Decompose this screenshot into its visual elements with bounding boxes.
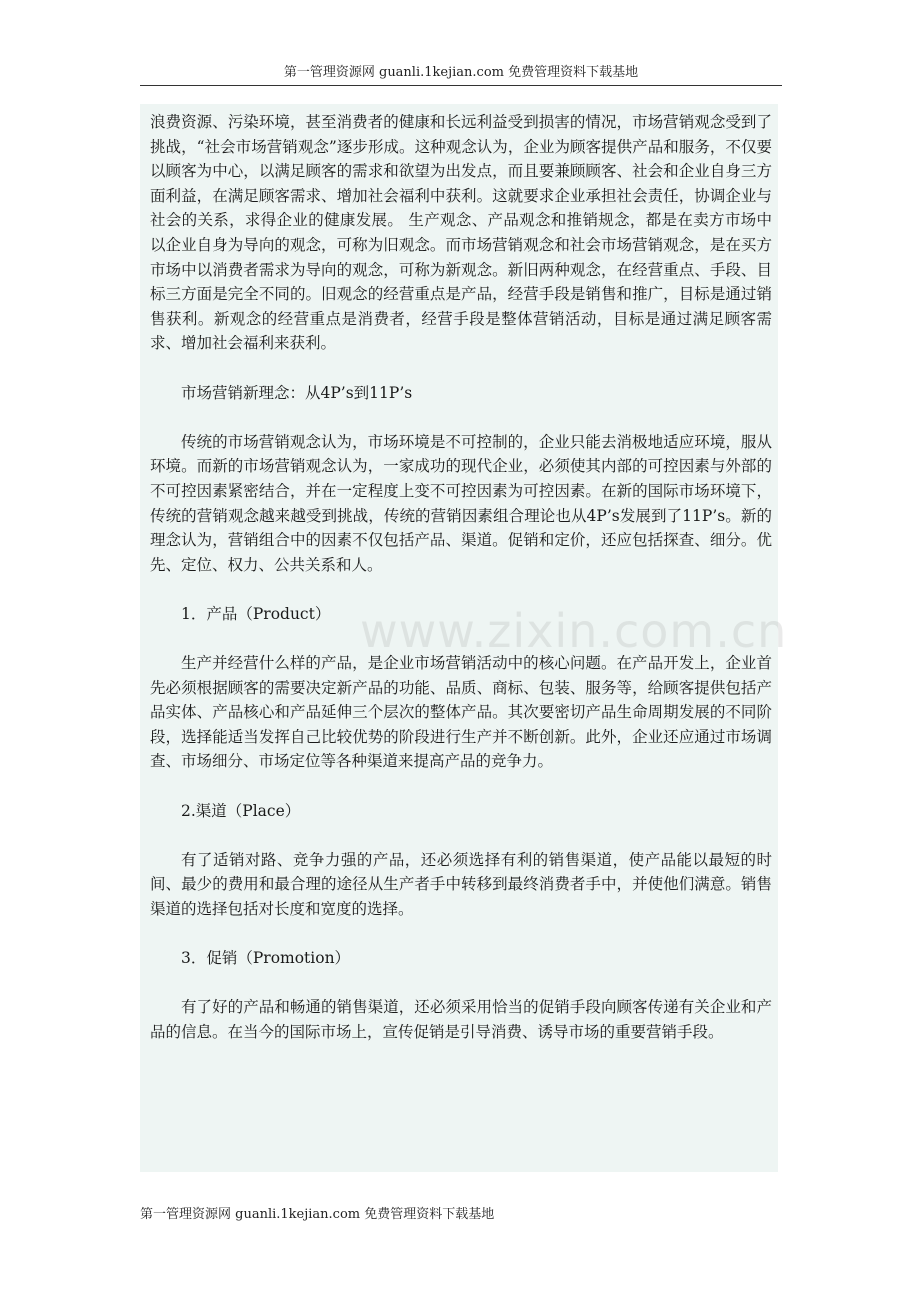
section-heading-new-concept: 市场营销新理念：从4P’s到11P’s (181, 383, 413, 402)
paragraph-product: 生产并经营什么样的产品，是企业市场营销活动中的核心问题。在产品开发上，企业首先必须根据顾客的需要决定新产品的功能、品质、商标、包装、服务等，给顾客提供包括产品实体、产品核心和产品延伸三个层次的整体产品。其次要密切产品生命周期发展的不同阶段，选择能适当发挥自己比较优势的阶段进行生产并不断创新。此外，企业还应通过市场调查、市场细分、市场定位等各种渠道来提高产品的竞争力。 (150, 654, 772, 771)
watermark: www.zixin.com.cn (360, 604, 788, 658)
heading-promotion: 3．促销（Promotion） (181, 949, 351, 968)
paragraph-social-marketing: 浪费资源、污染环境，甚至消费者的健康和长远利益受到损害的情况，市场营销观念受到了挑战，“社会市场营销观念”逐步形成。这种观念认为，企业为顾客提供产品和服务，不仅要以顾客为中心，以满足顾客的需求和欲望为出发点，而且要兼顾顾客、社会和企业自身三方面利益，在满足顾客需求、增加社会福利中获利。这就要求企业承担社会责任，协调企业与社会的关系，求得企业的健康发展。 生产观念、产品观念和推销规念，都是在卖方市场中以企业自身为导向的观念，可称为旧观念。而市场营销观念和社会市场营销观念，是在买方市场中以消费者需求为导向的观念，可称为新观念。新旧两种观念，在经营重点、手段、目标三方面是完全不同的。旧观念的经营重点是产品，经营手段是销售和推广，目标是通过销售获利。新观念的经营重点是消费者，经营手段是整体营销活动，目标是通过满足顾客需求、增加社会福利来获利。 (150, 113, 772, 353)
heading-place: 2.渠道（Place） (181, 801, 301, 820)
document-body (150, 110, 772, 1045)
page-footer: 第一管理资源网 guanli.1kejian.com 免费管理资料下载基地 (140, 1207, 495, 1222)
paragraph-traditional-concept: 传统的市场营销观念认为，市场环境是不可控制的，企业只能去消极地适应环境，服从环境。而新的市场营销观念认为，一家成功的现代企业，必须使其内部的可控因素与外部的不可控因素紧密结合，并在一定程度上变不可控因素为可控因素。在新的国际市场环境下，传统的营销观念越来越受到挑战，传统的营销因素组合理论也从4P’s发展到了11P’s。新的理念认为，营销组合中的因素不仅包括产品、渠道。促销和定价，还应包括探查、细分。优先、定位、权力、公共关系和人。 (150, 432, 772, 574)
paragraph-place: 有了适销对路、竞争力强的产品，还必须选择有利的销售渠道，使产品能以最短的时间、最少的费用和最合理的途径从生产者手中转移到最终消费者手中，并使他们满意。销售渠道的选择包括对长度和宽度的选择。 (150, 850, 772, 918)
paragraph-promotion: 有了好的产品和畅通的销售渠道，还必须采用恰当的促销手段向顾客传递有关企业和产品的信息。在当今的国际市场上，宣传促销是引导消费、诱导市场的重要营销手段。 (150, 998, 772, 1041)
header-divider (140, 85, 782, 86)
page-header: 第一管理资源网 guanli.1kejian.com 免费管理资料下载基地 (283, 65, 639, 80)
heading-product: 1．产品（Product） (181, 604, 331, 623)
